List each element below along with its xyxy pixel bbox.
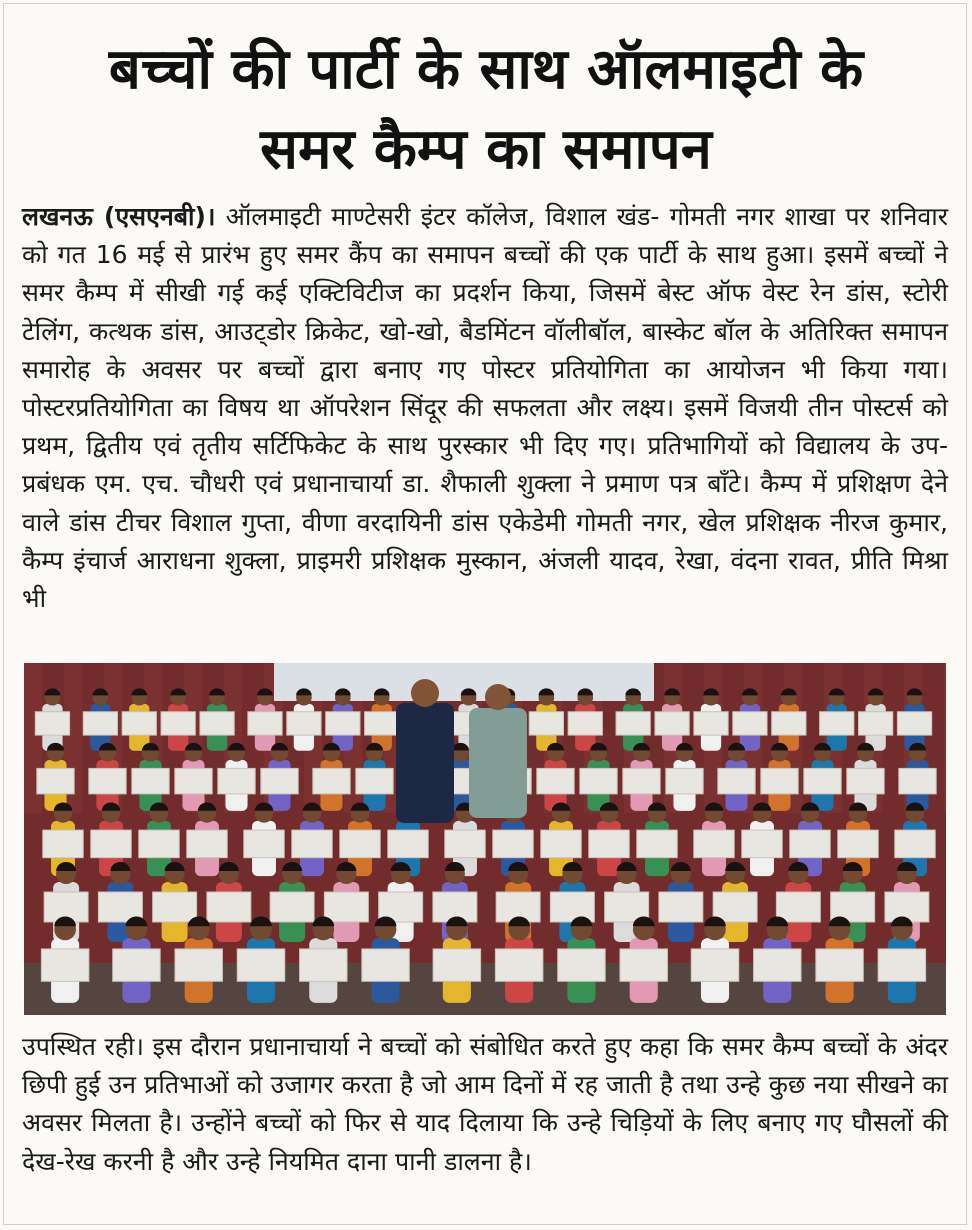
article-text-bottom: उपस्थित रही। इस दौरान प्रधानाचार्या ने बच्चों को संबोधित करते हुए कहा कि समर कैम्प बच्चों के अंदर छिपी हुई उन प्रतिभाओं को उजागर करता है जो आम दिनों में रह जाती है तथा उन्हे कुछ नया सीखने का अवसर मिलता है। उन्होंने बच्चों को फिर से याद दिलाया कि उन्हे चिड़ियों के लिए बनाए गए घौसलों की देख-रेख करनी है और उन्हे नियमित दाना पानी डालना है। (22, 1032, 948, 1176)
headline-line-1: बच्चों की पार्टी के साथ ऑलमाइटी के (108, 37, 864, 102)
dateline: लखनऊ (एसएनबी)। (22, 202, 216, 231)
headline (20, 30, 952, 190)
photo-shade (24, 663, 946, 1015)
article-paragraph-bottom (22, 1028, 948, 1181)
article-paragraph-top (22, 198, 948, 618)
photo-illustration (24, 663, 946, 1015)
news-photo (24, 663, 946, 1015)
headline-line-2: समर कैम्प का समापन (260, 117, 712, 182)
article-text-top: ऑलमाइटी माण्टेसरी इंटर कॉलेज, विशाल खंड- गोमती नगर शाखा पर शनिवार को गत 16 मई से प्रारंभ हुए समर कैंप का समापन बच्चों की एक पार्टी के साथ हुआ। इसमें बच्चों ने समर कैम्प में सीखी गई कई एक्टिविटीज का प्रदर्शन किया, जिसमें बेस्ट ऑफ वेस्ट रेन डांस, स्टोरी टेलिंग, कत्थक डांस, आउट्डोर क्रिकेट, खो-खो, बैडमिंटन वॉलीबॉल, बास्केट बॉल के अतिरिक्त समापन समारोह के अवसर पर बच्चों द्वारा बनाए गए पोस्टर प्रतियोगिता का आयोजन भी किया गया। पोस्टरप्रतियोगिता का विषय था ऑपरेशन सिंदूर की सफलता और लक्ष्य। इसमें विजयी तीन पोस्टर्स को प्रथम, द्वितीय एवं तृतीय सर्टिफिकेट के साथ पुरस्कार भी दिए गए। प्रतिभागियों को विद्यालय के उप-प्रबंधक एम. एच. चौधरी एवं प्रधानाचार्या डा. शैफाली शुक्ला ने प्रमाण पत्र बाँटे। कैम्प में प्रशिक्षण देने वाले डांस टीचर विशाल गुप्ता, वीणा वरदायिनी डांस एकेडेमी गोमती नगर, खेल प्रशिक्षक नीरज कुमार, कैम्प इंचार्ज आराधना शुक्ला, प्राइमरी प्रशिक्षक मुस्कान, अंजली यादव, रेखा, वंदना रावत, प्रीति मिश्रा भी (22, 202, 948, 614)
